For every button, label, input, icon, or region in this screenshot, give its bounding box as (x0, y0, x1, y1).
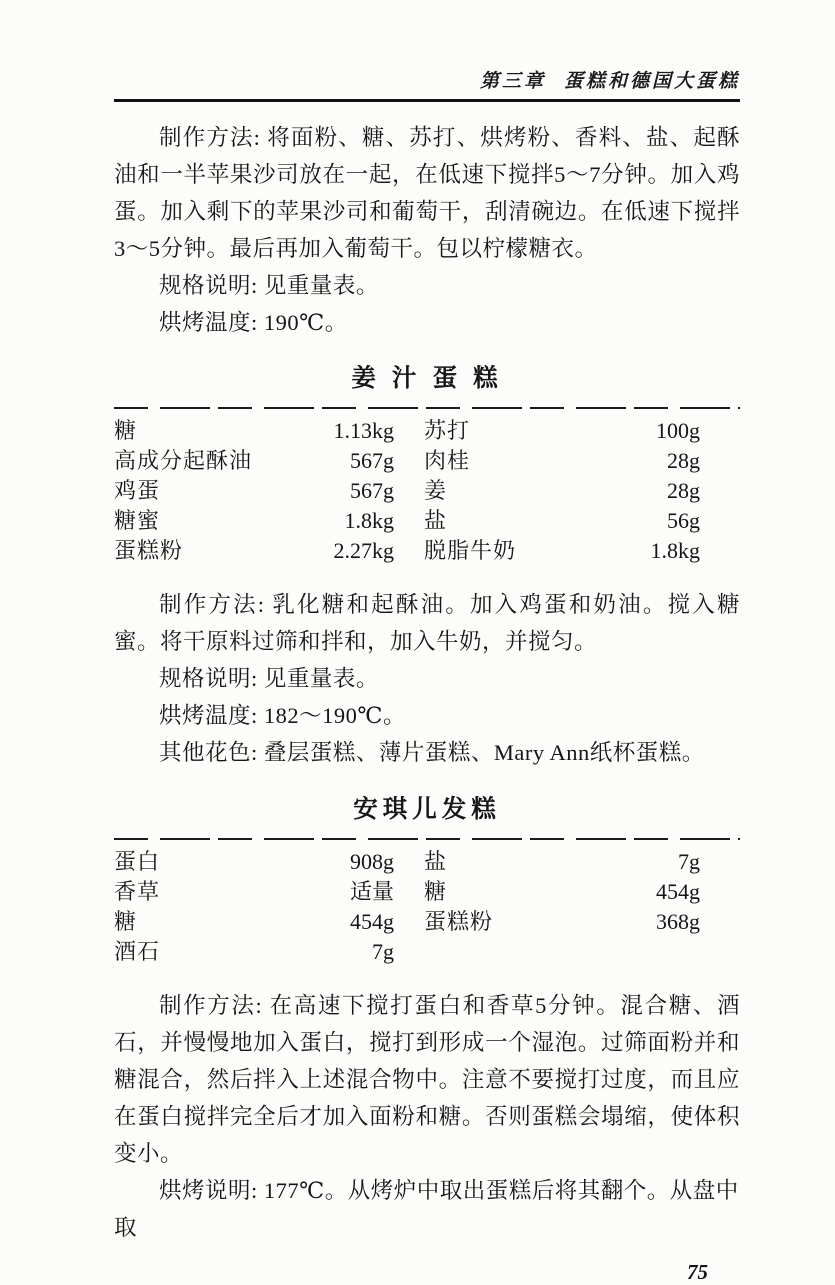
ingredient-amount: 2.27kg (333, 538, 394, 563)
ingredient-name: 鸡蛋 (114, 478, 161, 503)
table-row (114, 536, 700, 566)
applesauce-bake-line: 烘烤温度: 190℃。 (159, 310, 348, 335)
ginger-spec-line: 规格说明: 见重量表。 (159, 666, 379, 691)
ingredient-name: 盐 (424, 508, 448, 533)
table-row (114, 416, 700, 446)
ingredient-name: 糖 (114, 418, 138, 443)
ingredient-name: 肉桂 (424, 448, 471, 473)
table-row (114, 877, 700, 907)
angel-method-paragraph: 制作方法: 在高速下搅打蛋白和香草5分钟。混合糖、酒石，并慢慢地加入蛋白，搅打到形成一个湿泡。过筛面粉并和糖混合，然后拌入上述混合物中。注意不要搅打过度，而且应在蛋白搅拌完全后才加入面粉和糖。否则蛋糕会塌缩，使体积变小。 (114, 993, 740, 1166)
angel-bake-note-line: 烘烤说明: 177℃。从烤炉中取出蛋糕后将其翻个。从盘中取 (114, 1178, 739, 1240)
ingredient-name: 苏打 (424, 418, 471, 443)
ingredient-amount: 56g (667, 508, 700, 533)
ginger-cake-table-rule (114, 407, 740, 409)
applesauce-spec-line: 规格说明: 见重量表。 (159, 273, 379, 298)
ingredient-amount: 7g (678, 849, 700, 874)
table-row (114, 446, 700, 476)
ingredient-name: 盐 (424, 849, 448, 874)
header-rule (114, 99, 740, 102)
ingredient-name: 香草 (114, 879, 161, 904)
angel-cake-title: 安琪儿发糕 (353, 796, 501, 823)
table-row (114, 907, 700, 937)
running-header (114, 70, 740, 94)
ingredient-name: 糖 (114, 909, 138, 934)
ingredient-amount: 100g (656, 418, 700, 443)
ingredient-amount: 7g (372, 939, 394, 964)
table-row (114, 506, 700, 536)
ingredient-amount: 1.13kg (333, 418, 394, 443)
ingredient-amount: 368g (656, 909, 700, 934)
page-number: 75 (687, 1260, 708, 1284)
ginger-bake-line: 烘烤温度: 182～190℃。 (159, 703, 407, 728)
ingredient-name: 蛋糕粉 (424, 909, 494, 934)
ingredient-amount: 适量 (349, 879, 394, 904)
ingredient-name: 高成分起酥油 (114, 448, 253, 473)
ingredient-name: 姜 (424, 478, 448, 503)
table-row (114, 847, 700, 877)
ingredient-amount: 567g (350, 478, 394, 503)
ginger-method-paragraph: 制作方法: 乳化糖和起酥油。加入鸡蛋和奶油。搅入糖蜜。将干原料过筛和拌和，加入牛奶，并搅匀。 (114, 592, 740, 654)
ingredient-name: 酒石 (114, 939, 161, 964)
ingredient-amount: 1.8kg (344, 508, 394, 533)
ginger-cake-ingredient-table (114, 416, 740, 566)
ingredient-amount: 454g (656, 879, 700, 904)
ingredient-amount: 28g (667, 448, 700, 473)
ingredient-amount: 567g (350, 448, 394, 473)
running-header-title: 蛋糕和德国大蛋糕 (563, 71, 740, 92)
ginger-variants-line: 其他花色: 叠层蛋糕、薄片蛋糕、Mary Ann纸杯蛋糕。 (159, 740, 705, 765)
ginger-cake-title: 姜 汁 蛋 糕 (351, 365, 503, 392)
ingredient-amount: 1.8kg (650, 538, 700, 563)
ingredient-name: 脱脂牛奶 (424, 538, 517, 563)
ingredient-name: 蛋白 (114, 849, 161, 874)
angel-cake-ingredient-table (114, 847, 740, 967)
ingredient-amount: 908g (350, 849, 394, 874)
ingredient-name: 糖 (424, 879, 448, 904)
table-row (114, 937, 700, 967)
ingredient-name: 糖蜜 (114, 508, 161, 533)
table-row (114, 476, 700, 506)
applesauce-method-paragraph: 制作方法: 将面粉、糖、苏打、烘烤粉、香料、盐、起酥油和一半苹果沙司放在一起，在低速下搅拌5～7分钟。加入鸡蛋。加入剩下的苹果沙司和葡萄干，刮清碗边。在低速下搅拌3～5分钟。最后再加入葡萄干。包以柠檬糖衣。 (114, 125, 740, 261)
ingredient-amount: 454g (350, 909, 394, 934)
ingredient-amount: 28g (667, 478, 700, 503)
ingredient-name: 蛋糕粉 (114, 538, 184, 563)
angel-cake-table-rule (114, 838, 740, 840)
chapter-label: 第三章 (479, 71, 546, 92)
